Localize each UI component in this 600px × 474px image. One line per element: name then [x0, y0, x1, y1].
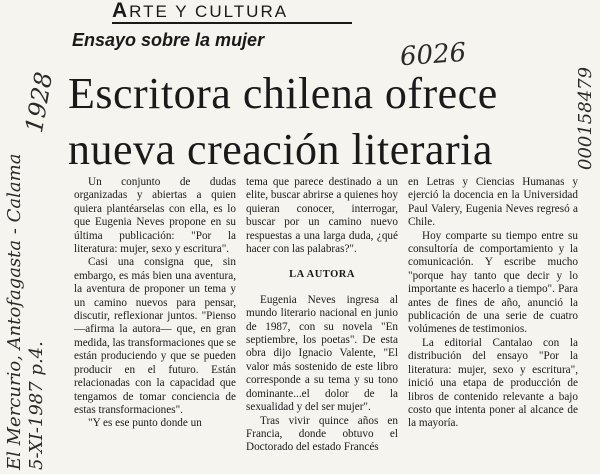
section-header-text: RTE Y CULTURA — [129, 2, 289, 21]
paragraph: "Y es ese punto donde un — [88, 417, 202, 430]
article-column-1 — [74, 176, 236, 472]
article-column-3 — [408, 176, 578, 472]
paragraph: Tras vivir quince años en Francia, donde obtuvo el Doctorado del estado Francés — [246, 414, 398, 454]
article-title — [68, 66, 548, 178]
paragraph: tema que parece destinado a un elite, buscar abrirse a quienes hoy quieran conocer, interrogar, buscar por un camino nuevo respuestas a una larga duda, ¿qué hacer con las palabras?". — [246, 176, 398, 256]
handwritten-source: El Mercurio, Antofagasta - Calama — [4, 153, 25, 470]
title-line-1: Escritora chilena ofrece — [68, 69, 498, 118]
paragraph: en Letras y Ciencias Humanas y ejerció la docencia en la Universidad Paul Valery, Eugenia Neves regresó a Chile. — [408, 176, 578, 229]
paragraph: La editorial Cantalao con la distribución del ensayo "Por la literatura: mujer, sexo y escritura", inició una etapa de producción de libros de contenido relevante a bajo costo que intenta poner al alcance de la mayoría. — [408, 336, 578, 430]
handwritten-number: 6026 — [399, 37, 468, 73]
paragraph: Casi una consigna que, sin embargo, es más bien una aventura, la aventura de proponer un tema y un camino nuevos para pensar, discutir, reflexionar juntos. "Pienso —afirma la autora— que, en gran medida, las transformaciones que se están produciendo y que se pueden producir en el futuro. Están relacionadas con la capacidad que tengamos de tomar conciencia de estas transformaciones". — [74, 256, 236, 416]
title-line-2: nueva creación literaria — [68, 125, 493, 174]
section-header-initial: A — [112, 0, 130, 22]
paragraph: Eugenia Neves ingresa al mundo literario nacional en junio de 1987, con su novela "En septiembre, los poetas". De esta obra dijo Ignacio Valente, "El valor más sostenido de este libro corresponde a su tema y su tono dominante...el dolor de la sexualidad y del ser mujer". — [246, 293, 398, 414]
paragraph: Hoy comparte su tiempo entre su consultoría de comportamiento y la comunicación. Y escribe mucho "porque hay tanto que decir y lo importante es hacerlo a tiempo". Para antes de fines de año, anunció la publicación de una serie de cuatro volúmenes de testimonios. — [408, 229, 578, 336]
article-column-2 — [246, 176, 398, 472]
handwritten-id: 000158479 — [575, 66, 596, 170]
paragraph: Un conjunto de dudas organizadas y abiertas a quien quiera plantéarselas con ella, es lo que Eugenia Neves propone en su última publicación: "Por la literatura: mujer, sexo y escritura". — [74, 176, 236, 256]
handwritten-date: 5-XI-1987 p.4. — [26, 341, 47, 470]
handwritten-year: 1928 — [20, 69, 59, 135]
subheading: LA AUTORA — [289, 269, 355, 281]
section-header — [112, 0, 352, 24]
kicker: Ensayo sobre la mujer — [72, 30, 265, 50]
